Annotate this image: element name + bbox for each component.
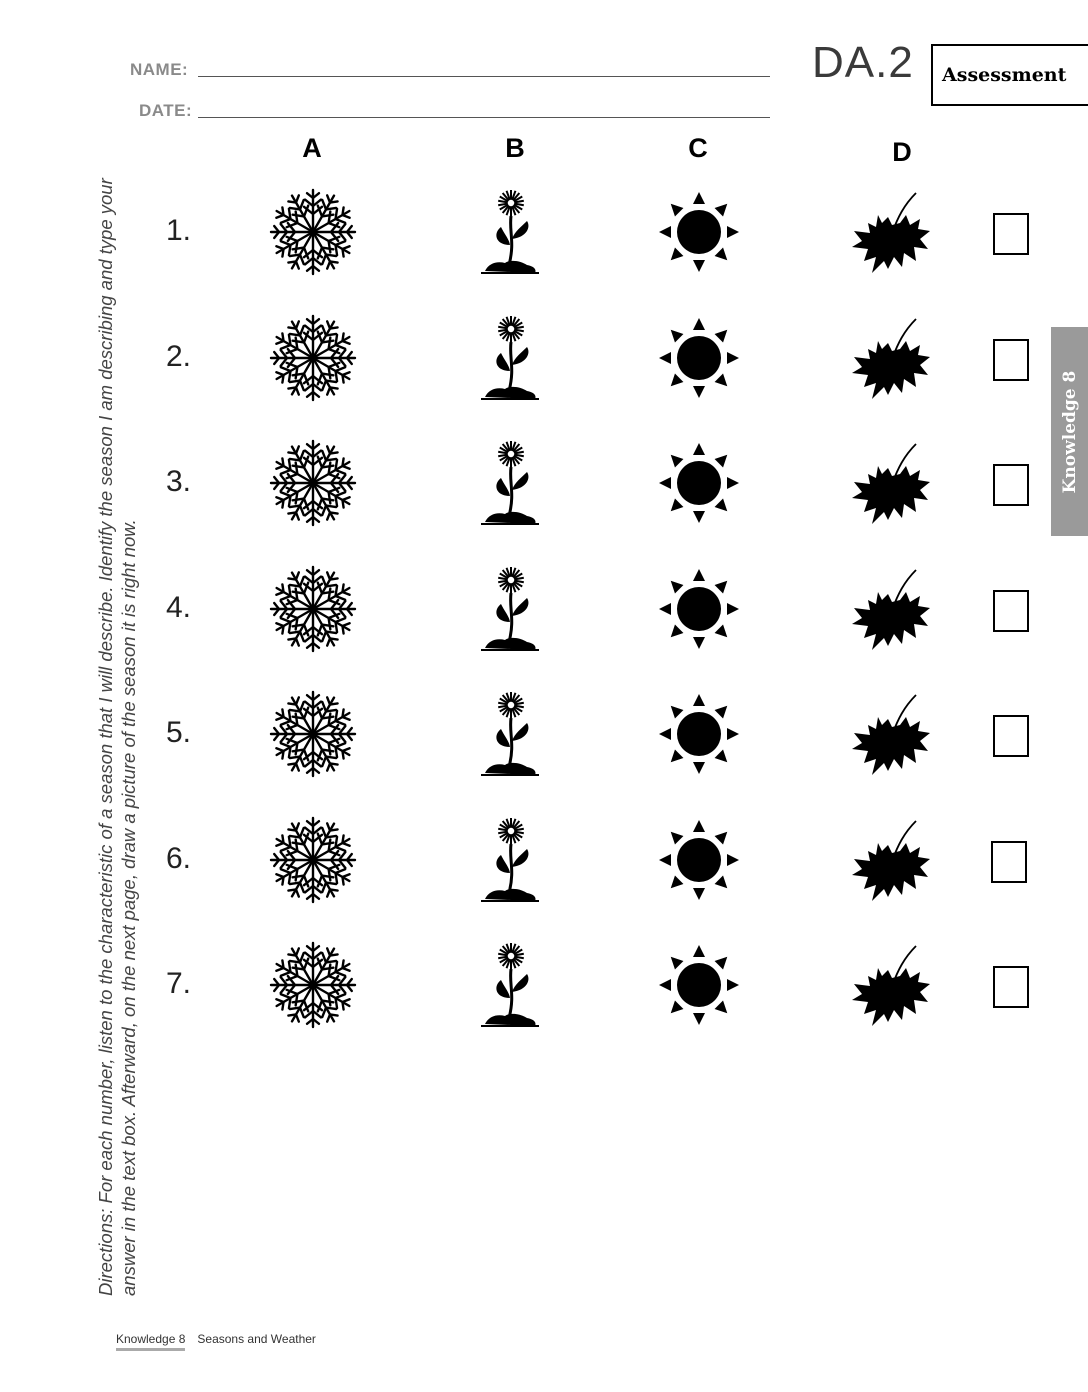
maple-leaf-icon: [848, 815, 938, 910]
flower-icon: [475, 564, 545, 659]
flower-icon: [475, 689, 545, 784]
snowflake-icon: [268, 564, 358, 659]
snowflake-icon: [268, 689, 358, 784]
snowflake-icon: [268, 187, 358, 282]
maple-leaf-icon: [848, 438, 938, 533]
column-header-d: D: [892, 137, 912, 167]
maple-leaf-icon: [848, 940, 938, 1035]
sun-icon: [657, 692, 741, 781]
question-number: 1.: [166, 214, 192, 247]
question-number: 4.: [166, 591, 192, 624]
side-tab: [1051, 327, 1088, 536]
date-line[interactable]: [198, 117, 770, 118]
snowflake-icon: [268, 438, 358, 533]
column-header-a: A: [302, 133, 322, 163]
sun-icon: [657, 943, 741, 1032]
date-label: DATE:: [139, 101, 193, 120]
assessment-code: DA.2: [812, 38, 914, 87]
flower-icon: [475, 815, 545, 910]
flower-icon: [475, 438, 545, 533]
maple-leaf-icon: [848, 187, 938, 282]
snowflake-icon: [268, 815, 358, 910]
footer: [116, 1332, 316, 1351]
side-tab-label: Knowledge 8: [1059, 370, 1080, 493]
answer-text-box[interactable]: [993, 464, 1029, 506]
sun-icon: [657, 441, 741, 530]
assessment-badge: [931, 44, 1088, 106]
maple-leaf-icon: [848, 313, 938, 408]
answer-text-box[interactable]: [993, 213, 1029, 255]
column-header-b: B: [505, 133, 525, 163]
answer-text-box[interactable]: [991, 841, 1027, 883]
sun-icon: [657, 190, 741, 279]
snowflake-icon: [268, 313, 358, 408]
snowflake-icon: [268, 940, 358, 1035]
sun-icon: [657, 818, 741, 907]
answer-text-box[interactable]: [993, 715, 1029, 757]
maple-leaf-icon: [848, 689, 938, 784]
answer-text-box[interactable]: [993, 590, 1029, 632]
flower-icon: [475, 313, 545, 408]
question-number: 2.: [166, 340, 192, 373]
question-number: 6.: [166, 842, 192, 875]
maple-leaf-icon: [848, 564, 938, 659]
column-header-c: C: [688, 133, 708, 163]
sun-icon: [657, 316, 741, 405]
question-number: 5.: [166, 716, 192, 749]
directions-text: Directions: For each number, listen to the characteristic of a season that I will describe. Identify the season I am describing and type your answer in the text box. Afterward, on the next page, draw a picture of the season it is right now.: [95, 178, 139, 1296]
sun-icon: [657, 567, 741, 656]
flower-icon: [475, 940, 545, 1035]
answer-text-box[interactable]: [993, 339, 1029, 381]
flower-icon: [475, 187, 545, 282]
name-line[interactable]: [198, 76, 770, 77]
footer-grade: Knowledge 8: [116, 1332, 185, 1351]
question-number: 7.: [166, 967, 192, 1000]
footer-title: Seasons and Weather: [197, 1332, 316, 1346]
assessment-label: Assessment: [942, 64, 1067, 86]
answer-text-box[interactable]: [993, 966, 1029, 1008]
name-label: NAME:: [130, 60, 189, 79]
question-number: 3.: [166, 465, 192, 498]
